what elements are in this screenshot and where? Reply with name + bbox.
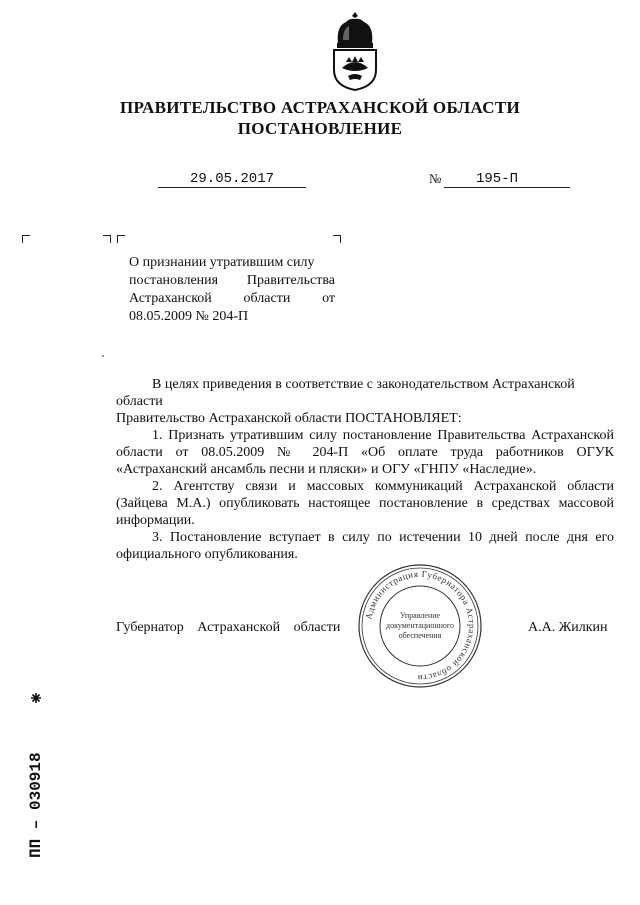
subject-line: 08.05.2009 № 204-П [129,309,249,324]
subject-line: Астраханской области от [129,291,335,306]
corner-mark [333,235,341,243]
subject-line: постановления Правительства [129,273,335,288]
decree-line: Правительство Астраханской области ПОСТАНОВЛЯЕТ: [116,411,462,426]
svg-text:Управление: Управление [399,611,441,620]
intro-paragraph-continued: области [116,394,163,409]
scan-speck [102,355,104,357]
intro-paragraph: В целях приведения в соответствие с законодательством Астраханской [152,377,575,392]
document-subject [129,254,335,326]
corner-mark [103,235,111,243]
svg-text:ПП – 030918: ПП – 030918 [27,752,45,858]
side-registration-code [10,690,50,860]
coat-of-arms-emblem [326,10,384,92]
signatory-title: Губернатор Астраханской области [116,620,341,635]
clause-3: 3. Постановление вступает в силу по истечении 10 дней после дня его официального опубликования. [116,530,614,562]
corner-mark [117,235,125,243]
document-date: 29.05.2017 [158,171,306,188]
corner-mark [22,235,30,243]
document-type-title: ПОСТАНОВЛЕНИЕ [237,119,403,138]
subject-line: О признании утратившим силу [129,255,315,270]
document-number: 195-П [444,171,570,188]
clause-2: 2. Агентству связи и массовых коммуникаций Астраханской области (Зайцева М.А.) опубликовать настоящее постановление в средствах массовой информации. [116,479,614,528]
svg-text:обеспечения: обеспечения [398,631,442,640]
clause-1: 1. Признать утратившим силу постановление Правительства Астраханской области от 08.05.2009 № 204-П «Об оплате труда работников ОГУК «Астраханский ансамбль песни и пляски» и ОГУ «ГНПУ «Наследие». [116,428,614,477]
number-label: № [429,171,442,186]
svg-text:Администрация Губернатора Астр: Администрация Губернатора Астраханской области [363,568,478,684]
authority-title: ПРАВИТЕЛЬСТВО АСТРАХАНСКОЙ ОБЛАСТИ [120,98,520,117]
official-stamp [356,562,484,690]
document-body [116,376,614,563]
signatory-name: А.А. Жилкин [528,620,608,635]
asterisk-mark [31,693,41,703]
svg-text:документационного: документационного [386,621,454,630]
